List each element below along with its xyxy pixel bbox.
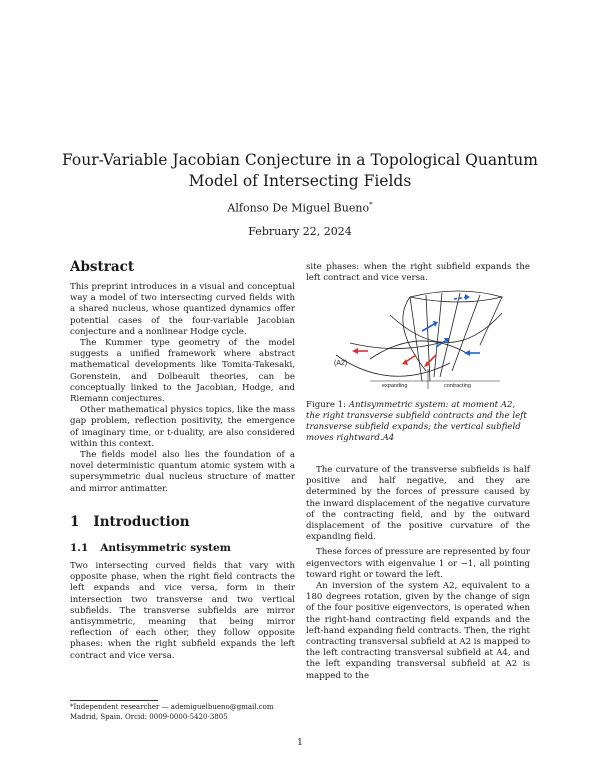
- right-paragraph-1: The curvature of the transverse subfields is half positive and half negative, and they are determined by the forces of pressure caused by the inward displacement of the negative curvature of the contracting field, and by the outward displacement of the positive curvature of the expanding field.: [306, 465, 530, 543]
- figure-label-a2: (A2): [334, 360, 348, 367]
- right-column-body: [306, 465, 530, 682]
- author-line: [100, 201, 500, 215]
- author-name: Alfonso De Miguel Bueno: [227, 201, 370, 215]
- abstract-paragraph-4: The fields model also lies the foundation of a novel deterministic quantum atomic system with a supersymmetric dual nucleus structure of matter and mirror antimatter.: [70, 450, 295, 494]
- subsection-heading: [70, 542, 231, 554]
- top-ellipse: [410, 291, 502, 302]
- figure-caption: [306, 400, 530, 444]
- caption-text: Antisymmetric system: at moment A2, the right transverse subfield contracts and the left transverse subfield expands; the vertical subfield moves rightward.A4: [306, 400, 527, 443]
- intro-body: [70, 561, 295, 662]
- intro-paragraph: Two intersecting curved fields that vary with opposite phase, when the right field contracts the left expands and vice versa, form in their intersection two transverse and two vertical subfields. The transverse subfields are mirror antisymmetric, meaning that being mirror reflection of each other, they follow opposite phases: when the right subfield expands the left contract and vice versa.: [70, 561, 295, 661]
- abstract-paragraph-2: The Kummer type geometry of the model suggests a unified framework where abstract mathematical developments like Tomita-Takesaki, Gorenstein, and Dolbeault theories, can be conceptually linked to the Jacobian, Hodge, and Riemann conjectures.: [70, 338, 295, 405]
- abstract-paragraph-1: This preprint introduces in a visual and conceptual way a model of two intersecting curved fields with a shared nucleus, whose quantized dynamics offer potential cases of the four-variable Jacobian conjecture and a nonlinear Hodge cycle.: [70, 282, 295, 337]
- right-column-top: [306, 262, 530, 284]
- section-number: 1: [70, 514, 80, 530]
- section-title: Introduction: [93, 514, 190, 530]
- right-paragraph-2: These forces of pressure are represented by four eigenvectors with eigenvalue 1 or −1, all pointing toward right or toward the left.: [306, 547, 530, 580]
- continued-paragraph: site phases: when the right subfield expands the left contract and vice versa.: [306, 262, 530, 284]
- page-number: 1: [297, 738, 303, 748]
- section-heading: [70, 514, 190, 530]
- author-footnote-mark: *: [369, 201, 373, 209]
- paper-date: February 22, 2024: [248, 225, 352, 238]
- right-paragraph-3: An inversion of the system A2, equivalent to a 180 degrees rotation, given by the change of sign of the four positive eigenvectors, is operated when the right-hand contracting field expands and the left-hand expanding field contracts. Then, the right contracting transversal subfield at A2 is mapped to the left contracting transversal subfield at A4, and the left expanding transversal subfield at A2 is mapped to the: [306, 581, 530, 681]
- abstract-paragraph-3: Other mathematical physics topics, like the mass gap problem, reflection positivity, the emergence of imaginary time, or t-duality, are also considered within this context.: [70, 405, 295, 449]
- caption-label: Figure 1:: [306, 400, 347, 410]
- abstract-heading: Abstract: [70, 259, 135, 275]
- figure-label-contracting: contracting: [444, 383, 471, 389]
- footnote-rule: [70, 700, 158, 701]
- figure-1: [330, 285, 510, 393]
- subsection-title: Antisymmetric system: [100, 542, 231, 554]
- subsection-number: 1.1: [70, 542, 89, 554]
- footnote: *Independent researcher — ademiguelbueno@gmail.com Madrid, Spain. Orcid: 0009-0000-5420-3805: [70, 703, 274, 721]
- abstract-body: [70, 282, 295, 495]
- figure-label-expanding: expanding: [382, 383, 408, 389]
- paper-title: Four-Variable Jacobian Conjecture in a Topological Quantum Model of Intersecting Fields: [62, 151, 538, 190]
